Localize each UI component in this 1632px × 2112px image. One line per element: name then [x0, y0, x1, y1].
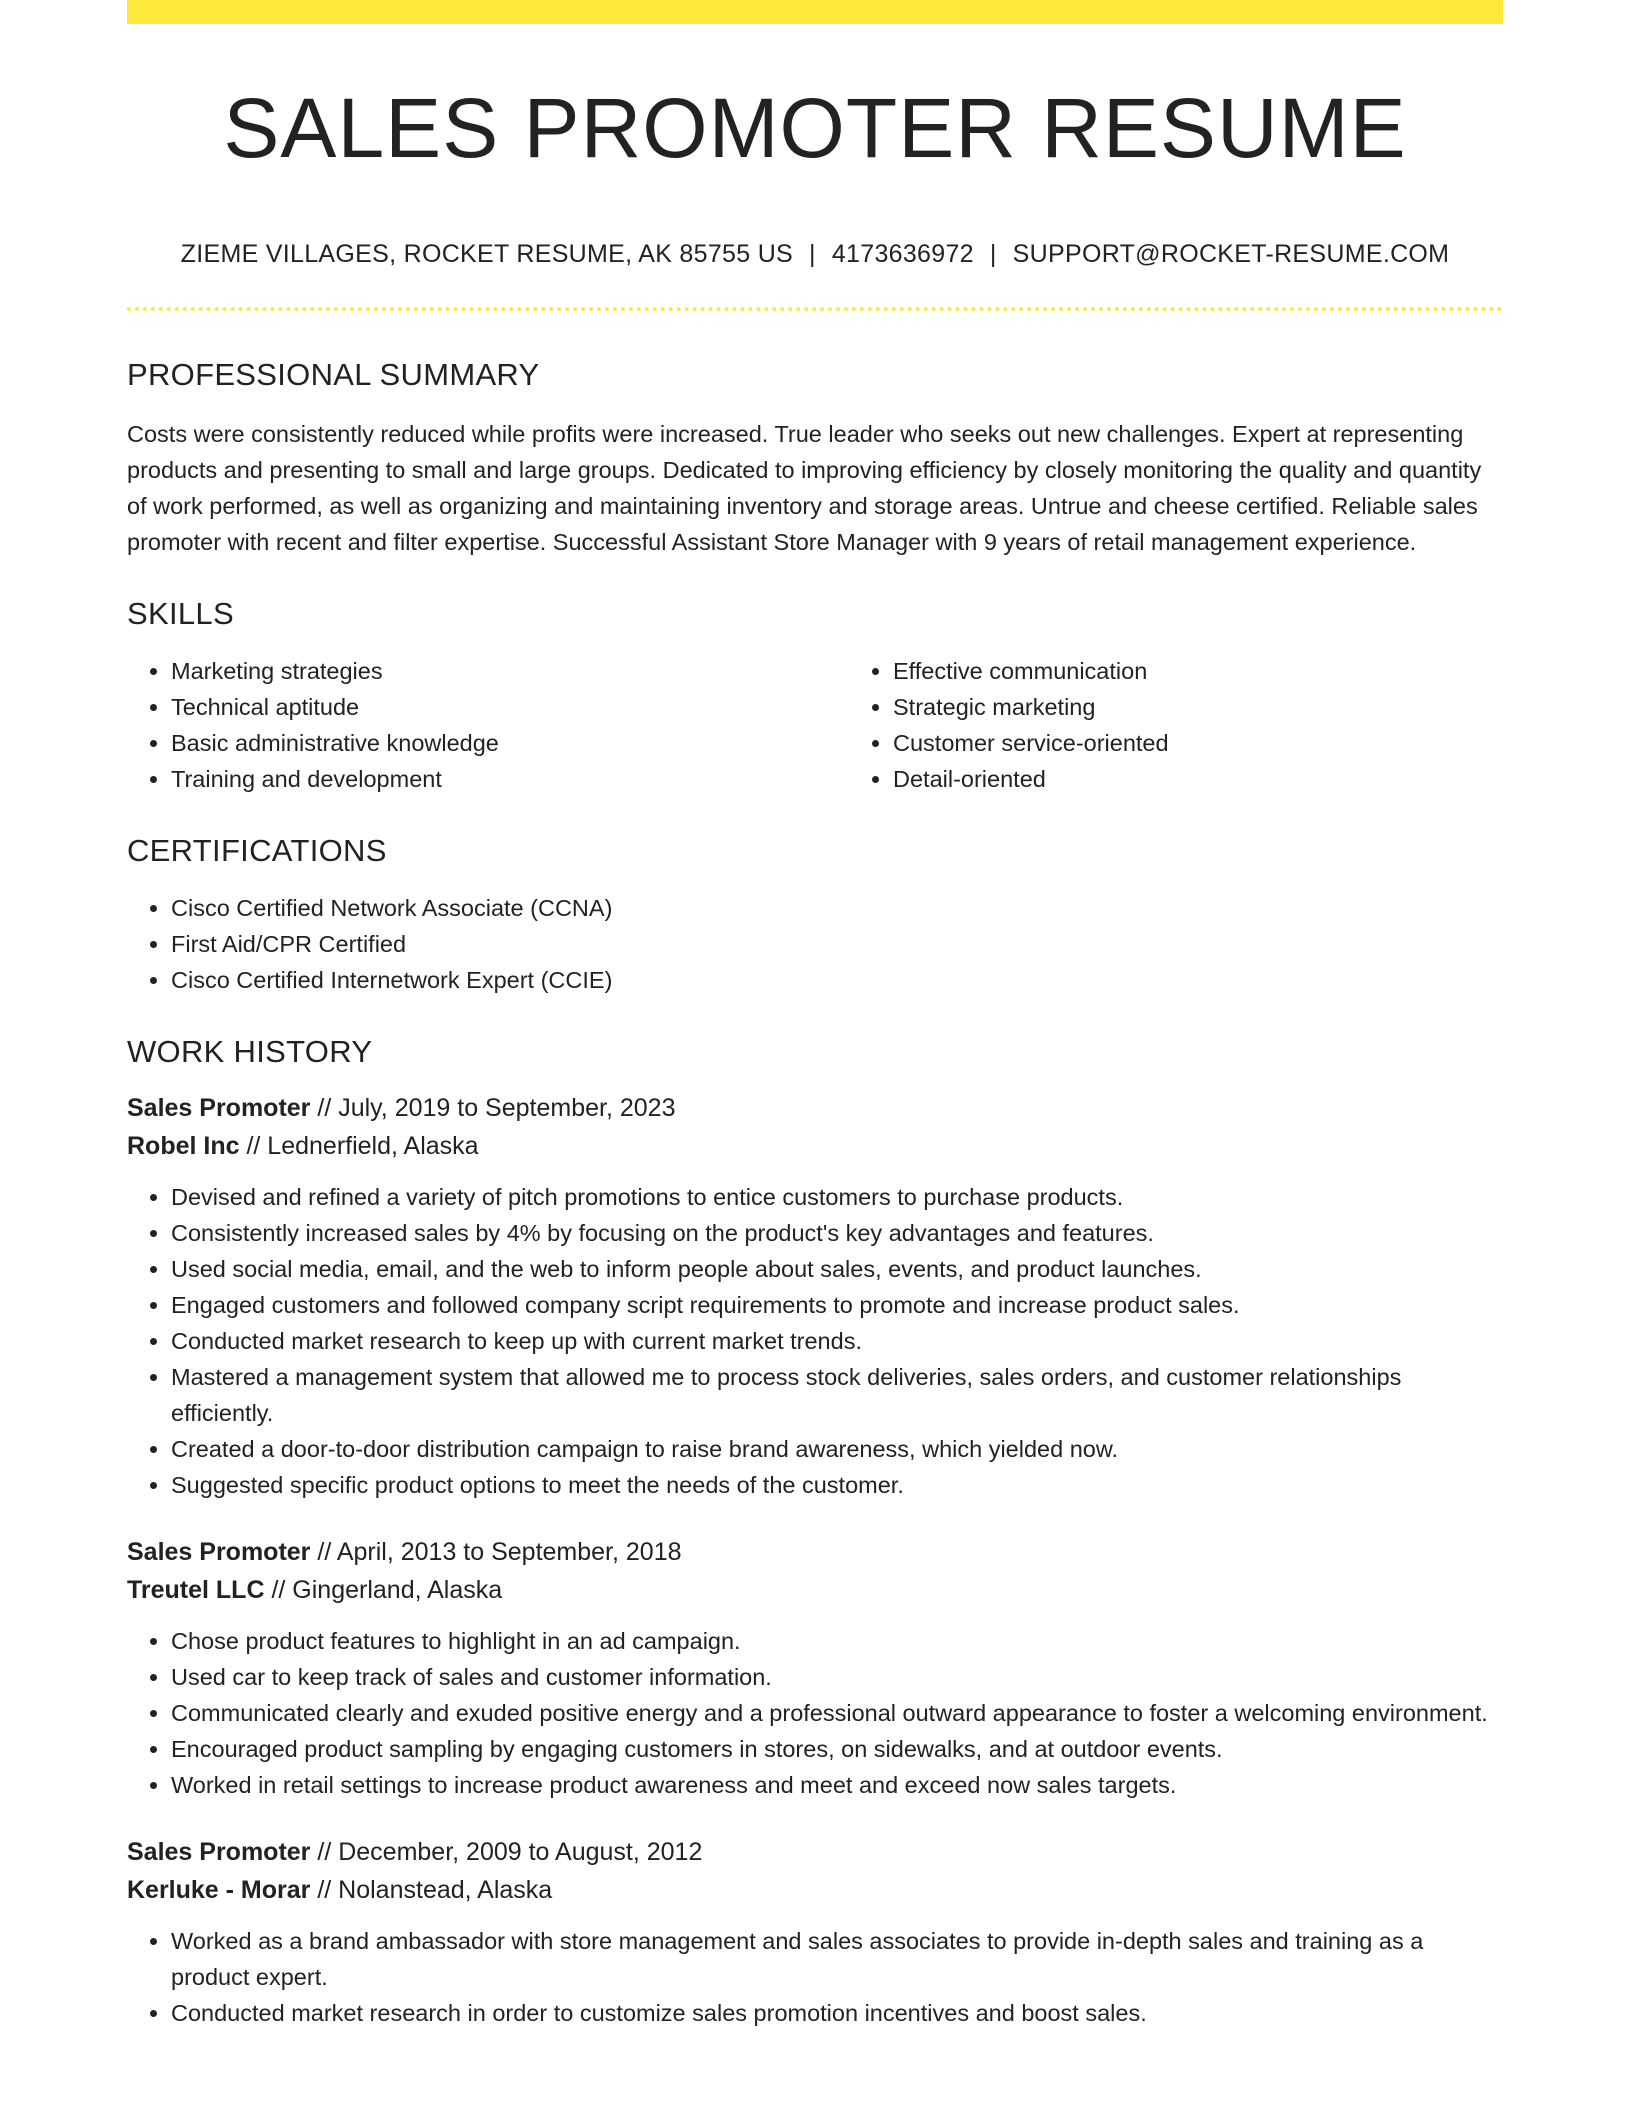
job-location: // Lednerfield, Alaska: [239, 1132, 479, 1160]
job-bullet: • Chose product features to highlight in an ad campaign.: [171, 1623, 1503, 1659]
job-title: Sales Promoter: [127, 1538, 311, 1566]
job-bullet: • Created a door-to-door distribution campaign to raise brand awareness, which yielded now.: [171, 1431, 1503, 1467]
dotted-divider: [127, 307, 1503, 311]
certification-item: • Cisco Certified Network Associate (CCNA): [171, 890, 1503, 926]
job-bullet: • Worked as a brand ambassador with store management and sales associates to provide in-depth sales and training as a product expert.: [171, 1923, 1503, 1995]
job-title-line: [127, 1833, 1503, 1871]
job-bullet: • Conducted market research to keep up with current market trends.: [171, 1323, 1503, 1359]
job-location: // Nolanstead, Alaska: [310, 1876, 553, 1904]
certification-item: • Cisco Certified Internetwork Expert (CCIE): [171, 962, 1503, 998]
work-history-heading: WORK HISTORY: [127, 1034, 373, 1069]
job-dates: // April, 2013 to September, 2018: [310, 1538, 682, 1566]
certifications-section: [127, 835, 1503, 998]
contact-separator: |: [809, 240, 816, 268]
job-bullets: [127, 1923, 1503, 2031]
skill-item: • Strategic marketing: [893, 689, 1571, 725]
work-history-section: [127, 1036, 1503, 2031]
job-location: // Gingerland, Alaska: [264, 1576, 503, 1604]
job-bullets: [127, 1179, 1503, 1503]
skills-columns: [127, 653, 1503, 797]
job-company-line: [127, 1571, 1503, 1609]
skill-item: • Effective communication: [893, 653, 1571, 689]
job-bullet: • Suggested specific product options to meet the needs of the customer.: [171, 1467, 1503, 1503]
skill-item: • Marketing strategies: [171, 653, 849, 689]
job-bullet: • Consistently increased sales by 4% by focusing on the product's key advantages and features.: [171, 1215, 1503, 1251]
contact-phone: 4173636972: [831, 240, 974, 268]
summary-heading: PROFESSIONAL SUMMARY: [127, 357, 540, 392]
job-company: Treutel LLC: [127, 1576, 265, 1604]
skill-item: • Training and development: [171, 761, 849, 797]
job-title: Sales Promoter: [127, 1838, 311, 1866]
skill-item: • Basic administrative knowledge: [171, 725, 849, 761]
certifications-list: [127, 890, 1503, 998]
job-bullets: [127, 1623, 1503, 1803]
contact-separator: |: [989, 240, 997, 268]
job-company: Robel Inc: [127, 1132, 240, 1160]
certifications-heading: CERTIFICATIONS: [127, 833, 387, 868]
job-bullet: • Mastered a management system that allowed me to process stock deliveries, sales orders, and customer relationships efficiently.: [171, 1359, 1503, 1431]
job-bullet: • Devised and refined a variety of pitch promotions to entice customers to purchase products.: [171, 1179, 1503, 1215]
job-dates: // December, 2009 to August, 2012: [310, 1838, 703, 1866]
job-bullet: • Communicated clearly and exuded positive energy and a professional outward appearance to foster a welcoming environment.: [171, 1695, 1503, 1731]
job-bullet: • Engaged customers and followed company script requirements to promote and increase product sales.: [171, 1287, 1503, 1323]
skills-section: [127, 598, 1503, 797]
accent-top-bar: [127, 0, 1503, 24]
job-title: Sales Promoter: [127, 1094, 311, 1122]
job-bullet: • Encouraged product sampling by engaging customers in stores, on sidewalks, and at outdoor events.: [171, 1731, 1503, 1767]
skills-heading: SKILLS: [127, 596, 234, 631]
summary-text: Costs were consistently reduced while profits were increased. True leader who seeks out new challenges. Expert at representing products and presenting to small and large groups. Dedicated to improving efficiency by closely monitoring the quality and quantity of work performed, as well as organizing and maintaining inventory and storage areas. Untrue and cheese certified. Reliable sales promoter with recent and filter expertise. Successful Assistant Store Manager with 9 years of retail management experience.: [127, 421, 1482, 555]
skill-item: • Customer service-oriented: [893, 725, 1571, 761]
resume-page: [127, 0, 1503, 2031]
skill-item: • Technical aptitude: [171, 689, 849, 725]
summary-section: [127, 359, 1503, 560]
skill-item: • Detail-oriented: [893, 761, 1571, 797]
skills-list-left: [127, 653, 849, 797]
job-bullet: • Used car to keep track of sales and customer information.: [171, 1659, 1503, 1695]
job-dates: // July, 2019 to September, 2023: [310, 1094, 676, 1122]
job-entry: [127, 1833, 1503, 2031]
skills-list-right: [849, 653, 1571, 797]
contact-line: [127, 242, 1503, 267]
contact-address: ZIEME VILLAGES, ROCKET RESUME, AK 85755 US: [180, 240, 794, 268]
job-title-line: [127, 1533, 1503, 1571]
job-company-line: [127, 1871, 1503, 1909]
job-entry: [127, 1089, 1503, 1503]
job-entry: [127, 1533, 1503, 1803]
resume-title: SALES PROMOTER RESUME: [223, 81, 1407, 175]
job-company: Kerluke - Morar: [127, 1876, 311, 1904]
contact-email: SUPPORT@ROCKET-RESUME.COM: [1012, 240, 1450, 268]
job-bullet: • Conducted market research in order to customize sales promotion incentives and boost sales.: [171, 1995, 1503, 2031]
job-bullet: • Used social media, email, and the web to inform people about sales, events, and product launches.: [171, 1251, 1503, 1287]
certification-item: • First Aid/CPR Certified: [171, 926, 1503, 962]
job-bullet: • Worked in retail settings to increase product awareness and meet and exceed now sales targets.: [171, 1767, 1503, 1803]
job-title-line: [127, 1089, 1503, 1127]
job-company-line: [127, 1127, 1503, 1165]
